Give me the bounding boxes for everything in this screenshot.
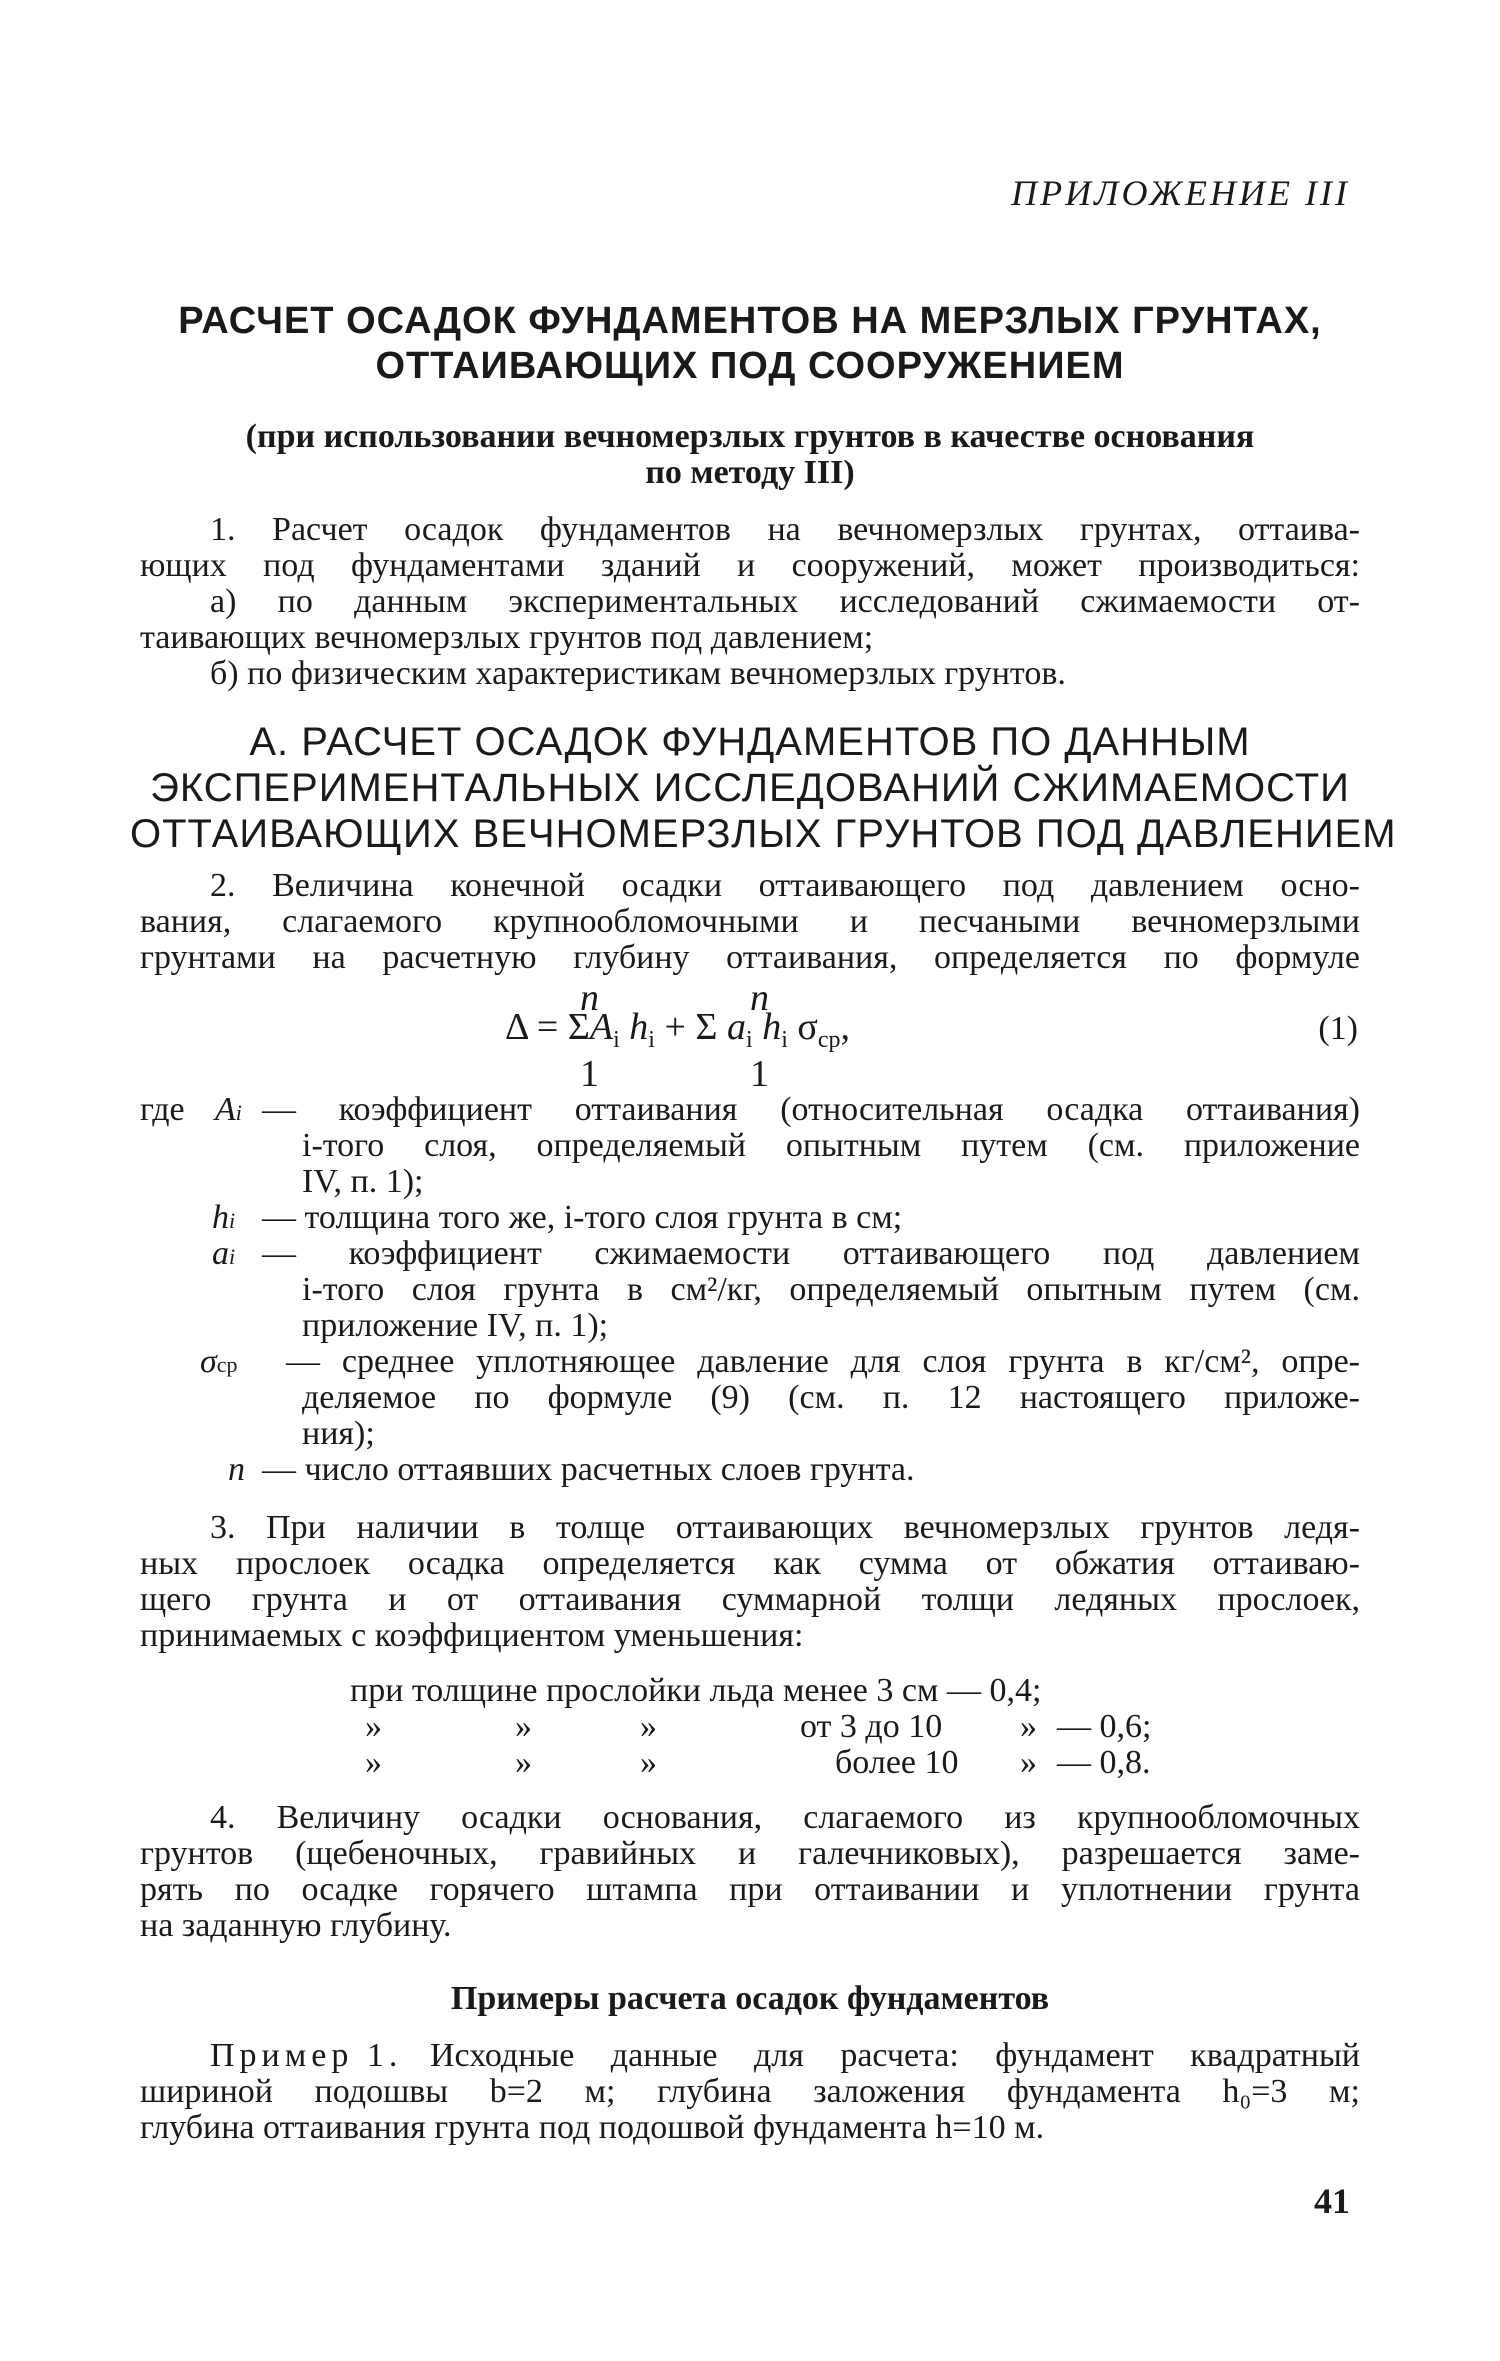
para1-line-1: 1. Расчет осадок фундаментов на вечномерзлых грунтах, оттаива- — [210, 511, 1360, 548]
formula-term-a-small-sub: i — [746, 1027, 753, 1053]
example-1-line-1: Исходные данные для расчета: фундамент квадратный — [430, 2037, 1360, 2074]
appendix-label: ПРИЛОЖЕНИЕ III — [1011, 173, 1350, 213]
def-a-line-2: i-того слоя, определяемый опытным путем (см. приложение — [302, 1127, 1360, 1164]
para1-line-3: а) по данным экспериментальных исследований сжимаемости от- — [210, 583, 1360, 620]
formula-expression — [505, 1005, 850, 1054]
para2-line-2: вания, слагаемого крупнообломочными и песчаными вечномерзлыми — [140, 903, 1360, 940]
section-a-line-2: ЭКСПЕРИМЕНТАЛЬНЫХ ИССЛЕДОВАНИЙ СЖИМАЕМОСТИ — [150, 766, 1350, 810]
coef-row-3-ditto-2: » — [515, 1744, 532, 1781]
title-line-2: ОТТАИВАЮЩИХ ПОД СООРУЖЕНИЕМ — [375, 345, 1125, 387]
coef-row-2-range: от 3 до 10 — [800, 1708, 943, 1745]
example-1-label: Пример 1. — [210, 2037, 403, 2074]
formula-term-a-sub: i — [613, 1027, 620, 1053]
coef-row-3-ditto-1: » — [365, 1744, 382, 1781]
formula-term-h: h — [619, 1006, 649, 1048]
def-a-line-1: — коэффициент оттаивания (относительная осадка оттаивания) — [262, 1091, 1360, 1128]
sum1-upper-limit: n — [580, 977, 599, 1019]
para4-line-1: 4. Величину осадки основания, слагаемого из крупнообломочных — [210, 1799, 1360, 1836]
def-a-sub: i — [235, 1100, 242, 1125]
formula-term-a-small: a — [717, 1006, 747, 1048]
para4-line-3: рять по осадке горячего штампа при оттаивании и уплотнении грунта — [140, 1871, 1360, 1908]
def-h-line-1: — толщина того же, i-того слоя грунта в см; — [262, 1199, 903, 1236]
def-sigma-line-2: деляемое по формуле (9) (см. п. 12 настоящего приложе- — [302, 1379, 1360, 1416]
page-number: 41 — [1314, 2181, 1350, 2221]
formula-term-h-sub: i — [648, 1027, 655, 1053]
para1-line-2: ющих под фундаментами зданий и сооружений, может производиться: — [140, 547, 1360, 584]
sum2-upper-limit: n — [750, 977, 769, 1019]
def-sigma-line-1: — среднее уплотняющее давление для слоя грунта в кг/см², опре- — [286, 1343, 1360, 1380]
formula-term-h2: h — [752, 1006, 782, 1048]
def-h-term — [212, 1200, 235, 1239]
formula-plus: + Σ — [654, 1006, 718, 1048]
para1-line-5: б) по физическим характеристикам вечномерзлых грунтов. — [210, 655, 1066, 692]
para4-line-4: на заданную глубину. — [140, 1907, 452, 1944]
formula-lhs: Δ = Σ — [505, 1006, 590, 1048]
formula-sigma: σ — [787, 1006, 818, 1048]
def-n-term: n — [228, 1451, 245, 1488]
coef-row-2-value: — 0,6; — [1057, 1708, 1152, 1745]
formula-term-a: A — [589, 1006, 614, 1048]
title-line-1: РАСЧЕТ ОСАДОК ФУНДАМЕНТОВ НА МЕРЗЛЫХ ГРУНТАХ, — [178, 300, 1322, 342]
def-a-symbol: A — [215, 1091, 236, 1128]
def-sigma-symbol: σ — [200, 1343, 217, 1380]
def-small-a-symbol: a — [212, 1235, 229, 1272]
def-sigma-sub: ср — [216, 1352, 238, 1377]
def-small-a-line-1: — коэффициент сжимаемости оттаивающего под давлением — [262, 1235, 1360, 1272]
def-h-symbol: h — [212, 1199, 229, 1236]
section-a-line-1: А. РАСЧЕТ ОСАДОК ФУНДАМЕНТОВ ПО ДАННЫМ — [249, 720, 1251, 764]
def-n-line-1: — число оттаявших расчетных слоев грунта. — [262, 1451, 915, 1488]
para3-line-2: ных прослоек осадка определяется как сумма от обжатия оттаиваю- — [140, 1545, 1360, 1582]
def-small-a-sub: i — [229, 1244, 236, 1269]
coef-row-3-value: — 0,8. — [1057, 1744, 1151, 1781]
coef-row-3-range: более 10 — [835, 1744, 959, 1781]
def-small-a-line-3: приложение IV, п. 1); — [302, 1307, 609, 1344]
section-a-line-3: ОТТАИВАЮЩИХ ВЕЧНОМЕРЗЛЫХ ГРУНТОВ ПОД ДАВЛЕНИЕМ — [130, 812, 1397, 856]
para4-line-2: грунтов (щебеночных, гравийных и галечниковых), разрешается заме- — [140, 1835, 1360, 1872]
def-a-line-3: IV, п. 1); — [302, 1163, 424, 1200]
para2-line-1: 2. Величина конечной осадки оттаивающего под давлением осно- — [210, 867, 1360, 904]
para2-line-3: грунтами на расчетную глубину оттаивания, определяется по формуле — [140, 939, 1360, 976]
coef-row-2-ditto-1: » — [365, 1708, 382, 1745]
sum1-lower-limit: 1 — [580, 1053, 599, 1095]
def-sigma-line-3: ния); — [302, 1415, 375, 1452]
def-h-sub: i — [229, 1208, 236, 1233]
para3-line-1: 3. При наличии в толще оттаивающих вечномерзлых грунтов ледя- — [210, 1509, 1360, 1546]
formula-sigma-sub: ср — [817, 1027, 841, 1053]
def-sigma-term — [200, 1344, 238, 1383]
def-small-a-line-2: i-того слоя грунта в см²/кг, определяемый опытным путем (см. — [302, 1271, 1360, 1308]
coef-row-2-ditto-2: » — [515, 1708, 532, 1745]
coef-row-2-ditto-4: » — [1020, 1708, 1037, 1745]
subtitle-line-2: по методу III) — [645, 454, 855, 491]
coef-row-3-ditto-3: » — [640, 1744, 657, 1781]
para3-line-4: принимаемых с коэффициентом уменьшения: — [140, 1617, 804, 1654]
subtitle-line-1: (при использовании вечномерзлых грунтов в качестве основания — [245, 418, 1255, 455]
def-small-a-term — [212, 1236, 235, 1275]
formula-term-h2-sub: i — [781, 1027, 788, 1053]
example-1-line-2: шириной подошвы b=2 м; глубина заложения фундамента h₀=3 м; — [140, 2073, 1360, 2110]
examples-heading: Примеры расчета осадок фундаментов — [450, 1980, 1050, 2017]
formula-comma: , — [840, 1006, 850, 1048]
coef-row-3-ditto-4: » — [1020, 1744, 1037, 1781]
para1-line-4: таивающих вечномерзлых грунтов под давлением; — [140, 619, 874, 656]
where-label: где — [140, 1091, 185, 1128]
coef-row-2-ditto-3: » — [640, 1708, 657, 1745]
sum2-lower-limit: 1 — [750, 1053, 769, 1095]
def-a-term — [215, 1092, 242, 1131]
example-1-line-3: глубина оттаивания грунта под подошвой фундамента h=10 м. — [140, 2109, 1045, 2146]
equation-number: (1) — [1318, 1010, 1358, 1047]
coef-row-1: при толщине прослойки льда менее 3 см — 0,4; — [350, 1672, 1042, 1709]
para3-line-3: щего грунта и от оттаивания суммарной толщи ледяных прослоек, — [140, 1581, 1360, 1618]
